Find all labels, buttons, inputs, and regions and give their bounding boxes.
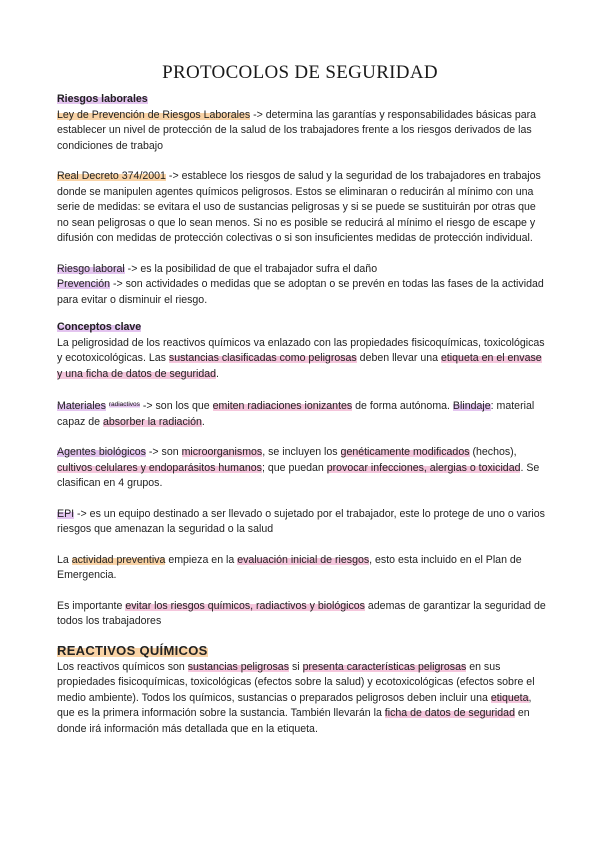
paragraph-prevencion: Prevención -> son actividades o medidas que se adoptan o se prevén en todas las fases de la actividad para evitar o disminuir el riesgo. bbox=[57, 278, 544, 306]
paragraph-ley: Ley de Prevención de Riesgos Laborales -> determina las garantías y responsabilidades básicas para establecer un nivel de protección de la salud de los trabajadores frente a los riesgos derivados de las condiciones de trabajo bbox=[57, 108, 537, 152]
paragraph-materiales: Materiales $^{radiactivos}$ -> son los que emiten radiaciones ionizantes de forma autónoma. Blindaje: material capaz de absorber la radiación. bbox=[57, 400, 535, 428]
section-heading-reactivos: REACTIVOS QUÍMICOS bbox=[57, 642, 208, 658]
paragraph-riesgo-laboral: Riesgo laboral -> es la posibilidad de que el trabajador sufra el daño bbox=[57, 262, 378, 275]
paragraph-reactivos: Los reactivos químicos son sustancias peligrosas si presenta características peligrosas en sus propiedades fisicoquímicas, toxicológicas (efectos sobre la salud) y ecotoxicológicas (efectos sobre el medio ambiente). Todos los químicos, sustancias o preparados peligrosos deben incluir una etiqueta, que es la primera información sobre la sustancia. También llevarán la ficha de datos de seguridad en donde irá información más detallada que en la etiqueta. bbox=[57, 660, 535, 735]
page-title: PROTOCOLOS DE SEGURIDAD bbox=[162, 62, 438, 83]
paragraph-real-decreto: Real Decreto 374/2001 -> establece los riesgos de salud y la seguridad de los trabajadores en trabajos donde se manipulen agentes químicos peligrosos. Estos se eliminaran o reducirán al mínimo con una serie de medidas: se evitara el uso de sustancias peligrosas y si se puede se sustituirán por otras que no sean peligrosas o que lo sean menos. Si no es posible se reducirá al mínimo el riesgo de escape y difusión con medidas de protección colectivas o si son insuficientes medidas de protección individual. bbox=[57, 170, 541, 244]
document-body bbox=[57, 92, 547, 737]
section-heading-conceptos: Conceptos clave bbox=[57, 321, 142, 333]
paragraph-agentes: Agentes biológicos -> son microorganismos, se incluyen los genéticamente modificados (hechos), cultivos celulares y endoparásitos humanos; que puedan provocar infecciones, alergias o toxicidad. Se clasifican en 4 grupos. bbox=[57, 446, 540, 489]
paragraph-epi: EPI -> es un equipo destinado a ser llevado o sujetado por el trabajador, este lo protege de uno o varios riesgos que amenazan la seguridad o la salud bbox=[57, 507, 545, 535]
paragraph-peligrosidad: La peligrosidad de los reactivos químicos va enlazado con las propiedades fisicoquímicas, toxicológicas y ecotoxicológicas. Las sustancias clasificadas como peligrosas deben llevar una etiqueta en el envase y una ficha de datos de seguridad. bbox=[57, 336, 545, 380]
section-heading-riesgos: Riesgos laborales bbox=[57, 93, 148, 105]
paragraph-importante: Es importante evitar los riesgos químicos, radiactivos y biológicos ademas de garantizar la seguridad de todos los trabajadores bbox=[57, 599, 546, 627]
paragraph-actividad: La actividad preventiva empieza en la evaluación inicial de riesgos, esto esta incluido en el Plan de Emergencia. bbox=[57, 553, 522, 581]
